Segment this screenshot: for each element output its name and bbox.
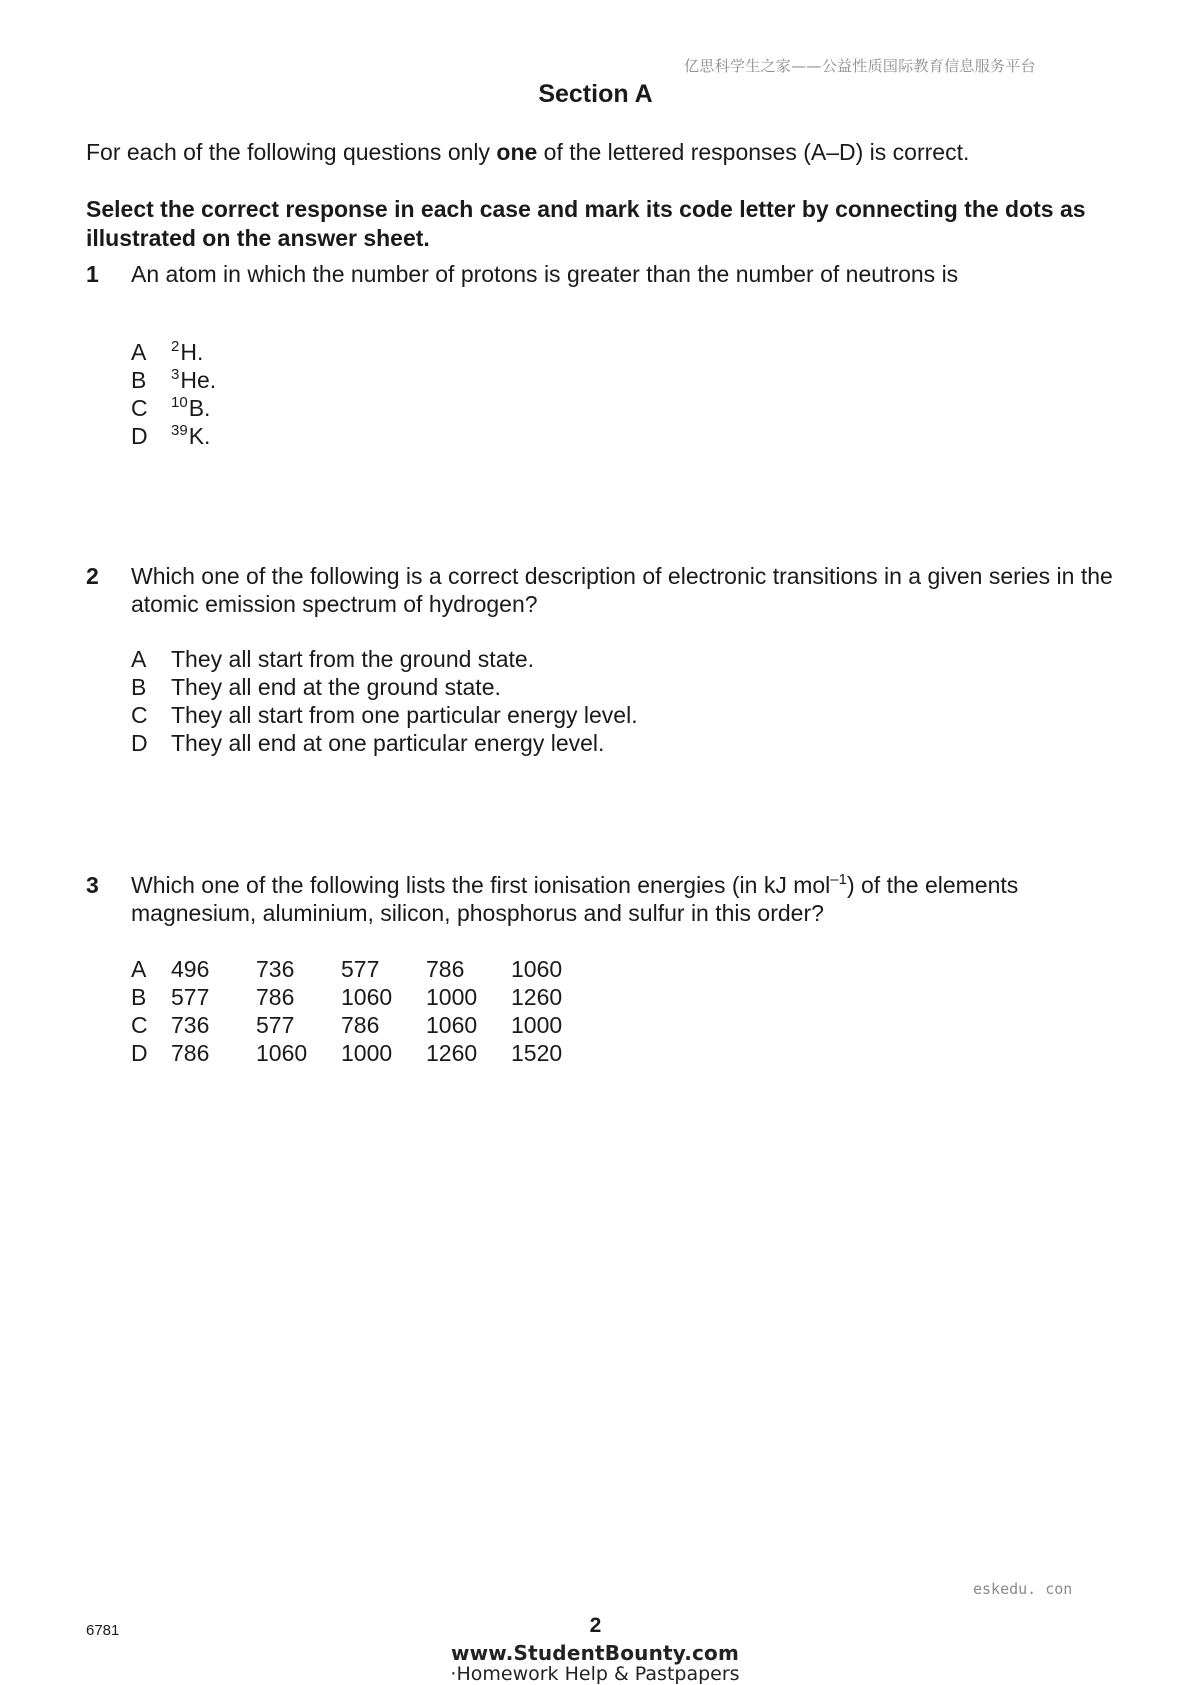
option-letter: B [131, 983, 147, 1010]
question-1-number: 1 [86, 261, 99, 287]
ionisation-energy-options [131, 955, 596, 1067]
option-letter: B [131, 367, 147, 393]
option-letter: D [131, 1039, 148, 1066]
option-value: 577 [341, 955, 380, 982]
option-text: They all end at one particular energy level. [171, 730, 605, 756]
watermark-bottom: eskedu. con [973, 1580, 1073, 1598]
question-3-text-pre: Which one of the following lists the first ionisation energies (in kJ mol [131, 872, 831, 898]
question-3-text-post: ) of the elements magnesium, aluminium, silicon, phosphorus and sulfur in this order? [131, 872, 1019, 926]
instructions-bold: Select the correct response in each case and mark its code letter by connecting the dots as illustrated on the answer sheet. [86, 196, 1086, 251]
option-text: They all end at the ground state. [171, 674, 501, 700]
question-3-text [131, 871, 1121, 927]
option-value: 1000 [511, 1011, 563, 1038]
option-letter: D [131, 423, 148, 449]
option-value: 1060 [511, 955, 563, 982]
option-value: 786 [256, 983, 295, 1010]
instructions-post: of the lettered responses (A–D) is correct. [537, 139, 970, 165]
option-letter: B [131, 674, 147, 700]
instructions [86, 138, 1126, 167]
question-1-text: An atom in which the number of protons is greater than the number of neutrons is [131, 261, 959, 287]
option-value: 736 [256, 955, 295, 982]
watermark-top: 亿思科学生之家——公益性质国际教育信息服务平台 [684, 57, 1036, 75]
option-value: 496 [171, 955, 210, 982]
option-letter: D [131, 730, 148, 756]
question-3-option-c [131, 1011, 596, 1039]
option-value: 786 [341, 1011, 380, 1038]
option-value: 736 [171, 1011, 210, 1038]
instructions-emphasis: one [496, 139, 538, 165]
option-value: 1520 [511, 1039, 563, 1066]
section-title: Section A [538, 80, 653, 108]
option-value: 1000 [426, 983, 478, 1010]
question-2-option-b [131, 673, 638, 701]
option-value: 786 [171, 1039, 210, 1066]
page-number: 2 [589, 1614, 602, 1637]
option-letter: A [131, 955, 147, 982]
element-symbol: H. [180, 339, 204, 365]
question-2-options [131, 645, 638, 757]
unit-exponent: –1 [830, 871, 847, 888]
option-value: 1060 [426, 1011, 478, 1038]
option-text: They all start from the ground state. [171, 646, 535, 672]
option-value: 1000 [341, 1039, 393, 1066]
mass-number: 3 [171, 366, 180, 383]
mass-number: 10 [171, 394, 188, 411]
option-value: 1260 [426, 1039, 478, 1066]
question-3-option-b [131, 983, 596, 1011]
option-value: 1260 [511, 983, 563, 1010]
logo-url: www.StudentBounty.com [450, 1641, 740, 1665]
question-2-option-c [131, 701, 638, 729]
option-text: They all start from one particular energy level. [171, 702, 638, 728]
option-value: 577 [171, 983, 210, 1010]
question-2-option-a [131, 645, 638, 673]
question-1-option-d [131, 422, 216, 450]
question-1-option-a [131, 338, 216, 366]
question-2-option-d [131, 729, 638, 757]
question-2-number: 2 [86, 563, 99, 589]
question-1-option-b [131, 366, 216, 394]
question-1-options [131, 338, 216, 450]
option-letter: C [131, 395, 148, 421]
option-letter: C [131, 702, 148, 728]
element-symbol: He. [180, 367, 217, 393]
option-letter: A [131, 339, 147, 365]
element-symbol: K. [188, 423, 211, 449]
option-value: 1060 [341, 983, 393, 1010]
question-3-option-a [131, 955, 596, 983]
paper-code: 6781 [86, 1622, 120, 1639]
studentbounty-logo [440, 1642, 750, 1684]
option-letter: A [131, 646, 147, 672]
option-value: 577 [256, 1011, 295, 1038]
question-1-option-c [131, 394, 216, 422]
question-2-text: Which one of the following is a correct description of electronic transitions in a given series in the atomic emission spectrum of hydrogen? [131, 563, 1113, 617]
question-3-number: 3 [86, 872, 99, 898]
mass-number: 39 [171, 422, 188, 439]
option-value: 1060 [256, 1039, 308, 1066]
option-value: 786 [426, 955, 465, 982]
logo-tagline: ·Homework Help & Pastpapers [450, 1663, 740, 1685]
element-symbol: B. [188, 395, 211, 421]
instructions-pre: For each of the following questions only [86, 139, 497, 165]
question-3-option-d [131, 1039, 596, 1067]
mass-number: 2 [171, 338, 180, 355]
option-letter: C [131, 1011, 148, 1038]
